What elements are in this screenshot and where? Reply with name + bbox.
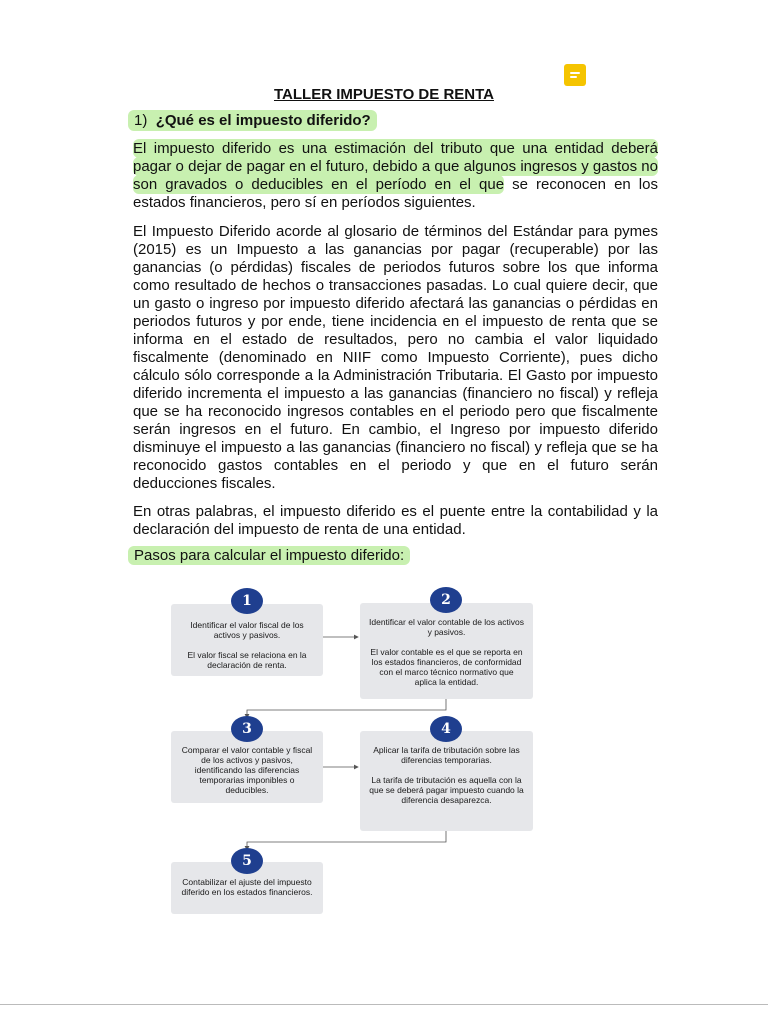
step-3-text: Comparar el valor contable y fiscal de los activos y pasivos, identificando las diferencias temporarias imponibles o deducibles. bbox=[181, 745, 313, 795]
arrow-2-to-3 bbox=[247, 699, 446, 718]
step-4-badge: 4 bbox=[430, 716, 462, 742]
document-title: TALLER IMPUESTO DE RENTA bbox=[273, 86, 494, 103]
steps-heading: Pasos para calcular el impuesto diferido: bbox=[128, 546, 410, 565]
step-5-text: Contabilizar el ajuste del impuesto diferido en los estados financieros. bbox=[181, 877, 313, 897]
definition-rest: se reconocen en los estados financieros, pero sí en períodos siguientes. bbox=[133, 176, 658, 211]
paragraph-glossary: El Impuesto Diferido acorde al glosario de términos del Estándar para pymes (2015) es un Impuesto a las ganancias por pagar (recuperable) por las ganancias (o pérdidas) fiscales de periodos futuros sobre los que informa como resultado de hechos o transacciones pasadas. Lo cual quiere decir, que un gasto o ingreso por impuesto diferido afectará las ganancias o pérdidas en periodos futuros y por ende, tiene incidencia en el impuesto de renta que se informa en el estado de resultados, pero no cambia el valor liquidado fiscalmente (denominado en NIIF como Impuesto Corriente), pues dicho cálculo sólo corresponde a la Administración Tributaria. El Gasto por impuesto diferido incrementa el impuesto a las ganancias (financiero no fiscal) y refleja que se ha reconocido ingresos contables en el periodo pero que fiscalmente serán ingresos en el futuro. En cambio, el Ingreso por impuesto diferido disminuye el impuesto a las ganancias (financiero no fiscal) y refleja que se ha reconocido gastos contables en el periodo y que en el futuro serán deducciones fiscales. bbox=[133, 223, 658, 492]
question-number: 1) bbox=[134, 112, 148, 129]
step-1-text: Identificar el valor fiscal de los activos y pasivos. bbox=[190, 620, 304, 640]
paragraph-summary: En otras palabras, el impuesto diferido es el puente entre la contabilidad y la declaración del impuesto de renta de una entidad. bbox=[133, 503, 658, 538]
step-4-box bbox=[360, 731, 533, 831]
step-1-box bbox=[171, 604, 323, 676]
step-4-note: La tarifa de tributación es aquella con la que se deberá pagar impuesto cuando la diferencia desaparezca. bbox=[369, 775, 524, 805]
step-2-text: Identificar el valor contable de los activos y pasivos. bbox=[369, 617, 524, 637]
step-3-badge: 3 bbox=[231, 716, 263, 742]
arrow-4-to-5 bbox=[247, 831, 446, 850]
step-2-badge: 2 bbox=[430, 587, 462, 613]
step-2-note: El valor contable es el que se reporta en los estados financieros, de conformidad con el marco técnico normativo que aplica la entidad. bbox=[370, 647, 523, 687]
step-1-note: El valor fiscal se relaciona en la declaración de renta. bbox=[187, 650, 307, 670]
step-4-text: Aplicar la tarifa de tributación sobre las diferencias temporarias. bbox=[373, 745, 520, 765]
page-bottom-divider bbox=[0, 1004, 768, 1005]
question-text: ¿Qué es el impuesto diferido? bbox=[155, 112, 371, 129]
step-1-badge: 1 bbox=[231, 588, 263, 614]
step-2-box bbox=[360, 603, 533, 699]
step-5-badge: 5 bbox=[231, 848, 263, 874]
highlighted-definition: El impuesto diferido es una estimación del tributo que una entidad deberá pagar o dejar de pagar en el futuro, debido a que algunos ingresos y gastos no son gravados o deducibles en el período en el que bbox=[133, 140, 658, 193]
